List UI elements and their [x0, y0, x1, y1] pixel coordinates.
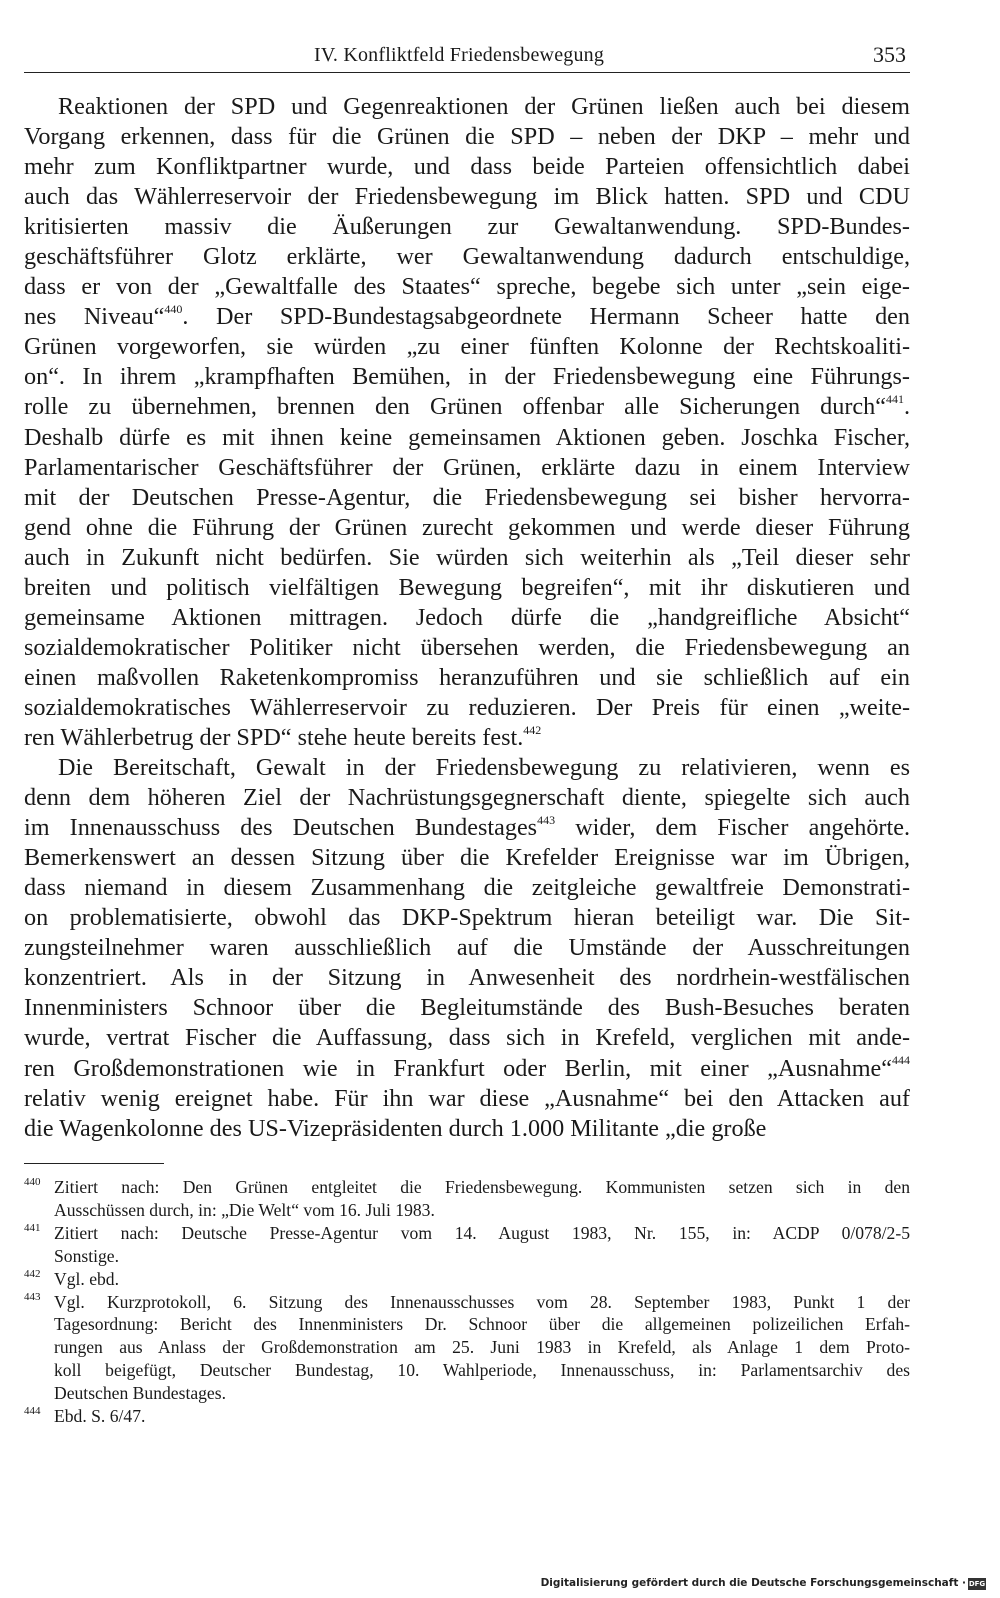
text-line: konzentriert. Als in der Sitzung in Anwesenheit des nordrhein-westfälischen	[24, 964, 910, 992]
text-line: dass niemand in diesem Zusammenhang die zeitgleiche gewaltfreie Demonstrati-	[24, 874, 910, 902]
footnote-marker: 440	[164, 302, 183, 317]
footnote-line: Tagesordnung: Bericht des Innenministers Dr. Schnoor über die allgemeinen polizeilichen Erfah-	[54, 1314, 910, 1335]
text-line	[24, 302, 910, 332]
text-line	[24, 723, 910, 753]
footnote-line: koll beigefügt, Deutscher Bundestag, 10. Wahlperiode, Innenausschuss, in: Parlamentsarchiv des	[54, 1360, 910, 1381]
text-segment: im Innenausschuss des Deutschen Bundestages	[24, 814, 538, 842]
text-line: gemeinsame Aktionen mittragen. Jedoch dürfe die „handgreifliche Absicht“	[24, 603, 910, 631]
paragraph-1	[24, 92, 910, 753]
footnote	[24, 1176, 910, 1222]
text-line	[24, 392, 910, 422]
text-line: zungsteilnehmer waren ausschließlich auf die Umstände der Ausschreitungen	[24, 934, 910, 962]
footnote-marker: 442	[523, 722, 542, 737]
text-line: relativ wenig ereignet habe. Für ihn war diese „Ausnahme“ bei den Attacken auf	[24, 1084, 910, 1112]
text-line: Die Bereitschaft, Gewalt in der Friedensbewegung zu relativieren, wenn es	[58, 754, 910, 782]
text-line: Innenministers Schnoor über die Begleitumstände des Bush-Besuches beraten	[24, 994, 910, 1022]
footnote-line: Ausschüssen durch, in: „Die Welt“ vom 16. Juli 1983.	[54, 1199, 435, 1220]
paragraph-2	[24, 753, 910, 1144]
text-line: Parlamentarischer Geschäftsführer der Grünen, erklärte dazu in einem Interview	[24, 453, 910, 481]
text-line: Grünen vorgeworfen, sie würden „zu einer fünften Kolonne der Rechtskoaliti-	[24, 333, 910, 361]
footnote-line: rungen aus Anlass der Großdemonstration am 25. Juni 1983 in Krefeld, als Anlage 1 dem Proto-	[54, 1337, 910, 1358]
text-segment: wider, dem Fischer angehörte.	[555, 814, 910, 842]
page-number: 353	[873, 42, 906, 67]
text-line: wurde, vertrat Fischer die Auffassung, dass sich in Krefeld, verglichen mit ande-	[24, 1024, 910, 1052]
text-line: auch das Wählerreservoir der Friedensbewegung im Blick hatten. SPD und CDU	[24, 183, 910, 211]
text-segment: ren Großdemonstrationen wie in Frankfurt oder Berlin, mit einer „Ausnahme“	[24, 1054, 892, 1082]
footnote-line: Ebd. S. 6/47.	[54, 1406, 146, 1427]
text-line: sozialdemokratisches Wählerreservoir zu reduzieren. Der Preis für einen „weite-	[24, 693, 910, 721]
footnote	[24, 1291, 910, 1406]
text-segment: rolle zu übernehmen, brennen den Grünen offenbar alle Sicherungen durch“	[24, 393, 886, 421]
footnote	[24, 1405, 910, 1428]
text-segment: .	[903, 393, 910, 421]
text-line	[24, 1054, 910, 1084]
text-line: die Wagenkolonne des US-Vizepräsidenten durch 1.000 Militante „die große	[24, 1114, 767, 1142]
footnote-number: 444	[24, 1405, 41, 1418]
text-line: kritisierten massiv die Äußerungen zur Gewaltanwendung. SPD-Bundes-	[24, 213, 910, 241]
text-line: mit der Deutschen Presse-Agentur, die Friedensbewegung sei bisher hervorra-	[24, 483, 910, 511]
footnote-number: 441	[24, 1221, 41, 1234]
text-line: breiten und politisch vielfältigen Bewegung begreifen“, mit ihr diskutieren und	[24, 573, 910, 601]
text-line: einen maßvollen Raketenkompromiss heranzuführen und sie schließlich auf ein	[24, 663, 910, 691]
text-line: gend ohne die Führung der Grünen zurecht gekommen und werde dieser Führung	[24, 513, 910, 541]
text-line: on problematisierte, obwohl das DKP-Spektrum hieran beteiligt war. Die Sit-	[24, 904, 910, 932]
text-segment: ren Wählerbetrug der SPD“ stehe heute bereits fest.	[24, 723, 524, 751]
text-line: Vorgang erkennen, dass für die Grünen die SPD – neben der DKP – mehr und	[24, 123, 910, 151]
text-line: mehr zum Konfliktpartner wurde, und dass beide Parteien offensichtlich dabei	[24, 153, 910, 181]
footnote-line: Vgl. Kurzprotokoll, 6. Sitzung des Innenausschusses vom 28. September 1983, Punkt 1 der	[54, 1291, 910, 1312]
footnote-marker: 441	[885, 392, 904, 407]
text-line: sozialdemokratischer Politiker nicht übersehen werden, die Friedensbewegung an	[24, 633, 910, 661]
text-segment: nes Niveau“	[24, 303, 165, 331]
text-line: dass er von der „Gewaltfalle des Staates“ spreche, begebe sich unter „sein eige-	[24, 273, 910, 301]
footnote-number: 440	[24, 1176, 41, 1188]
running-title: IV. Konfliktfeld Friedensbewegung	[314, 44, 605, 66]
text-line	[24, 813, 910, 843]
footnote-line: Sonstige.	[54, 1245, 120, 1266]
text-line: Bemerkenswert an dessen Sitzung über die Krefelder Ereignisse war im Übrigen,	[24, 844, 910, 872]
body-text	[24, 92, 910, 1144]
text-segment: . Der SPD-Bundestagsabgeordnete Hermann Scheer hatte den	[182, 303, 911, 331]
dfg-logo: DFG	[968, 1580, 986, 1588]
footnote	[24, 1222, 910, 1268]
text-line: auch in Zukunft nicht bedürfen. Sie würden sich weiterhin als „Teil dieser sehr	[24, 543, 910, 571]
footnote-line: Deutschen Bundestages.	[54, 1383, 226, 1404]
footnote-number: 443	[24, 1290, 41, 1303]
footnote-line: Zitiert nach: Deutsche Presse-Agentur vom 14. August 1983, Nr. 155, in: ACDP 0/078/2-5	[54, 1222, 910, 1243]
footnote	[24, 1268, 910, 1291]
text-line: on“. In ihrem „krampfhaften Bemühen, in der Friedensbewegung eine Führungs-	[24, 363, 910, 391]
running-header	[24, 42, 910, 73]
footnotes	[24, 1176, 910, 1428]
footnote-separator	[24, 1163, 164, 1164]
footnote-number: 442	[24, 1267, 41, 1280]
text-line: denn dem höheren Ziel der Nachrüstungsgegnerschaft diente, spiegelte sich auch	[24, 784, 910, 812]
footnote-line: Vgl. ebd.	[54, 1268, 119, 1289]
footnote-line: Zitiert nach: Den Grünen entgleitet die Friedensbewegung. Kommunisten setzen sich in den	[54, 1177, 910, 1197]
text-line: geschäftsführer Glotz erklärte, wer Gewaltanwendung dadurch entschuldige,	[24, 243, 910, 271]
footnote-marker: 444	[892, 1053, 910, 1068]
footnote-marker: 443	[537, 813, 556, 828]
text-line: Reaktionen der SPD und Gegenreaktionen der Grünen ließen auch bei diesem	[58, 93, 910, 120]
text-line: Deshalb dürfe es mit ihnen keine gemeinsamen Aktionen geben. Joschka Fischer,	[24, 423, 910, 451]
digitization-credit: Digitalisierung gefördert durch die Deutsche Forschungsgemeinschaft ·	[540, 1577, 966, 1589]
